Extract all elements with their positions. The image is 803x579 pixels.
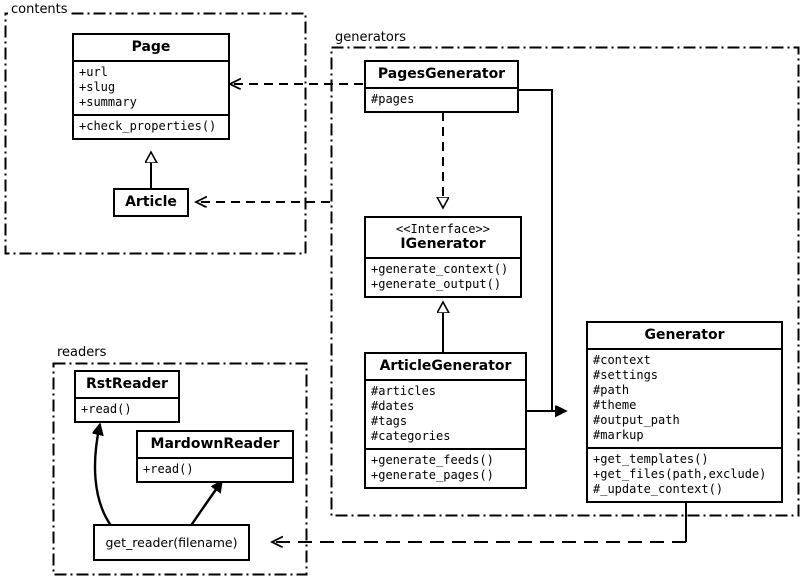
class-article-generator[interactable]: [364, 352, 527, 489]
package-readers-label: readers: [54, 345, 109, 360]
class-page-title: Page: [131, 39, 171, 55]
class-generator-attributes: [588, 348, 781, 447]
class-rst-reader-operations: [76, 397, 178, 421]
attribute: #markup: [593, 428, 644, 442]
package-contents-label: contents: [8, 2, 71, 17]
attribute: #output_path: [593, 413, 680, 427]
class-page-attributes: [74, 60, 228, 114]
operation: +get_templates(): [593, 452, 709, 466]
class-article-generator-title: ArticleGenerator: [379, 358, 512, 374]
class-article-generator-operations: [366, 448, 525, 487]
class-pages-generator-attributes: [366, 87, 517, 111]
attribute: #articles: [371, 384, 437, 398]
class-igenerator-title: IGenerator: [400, 236, 486, 252]
operation: +generate_output(): [371, 277, 502, 291]
operation: +generate_feeds(): [371, 453, 494, 467]
class-page[interactable]: [72, 33, 230, 140]
attribute: #tags: [371, 414, 408, 428]
function-get-reader-label: get_reader(filename): [105, 535, 238, 550]
class-rst-reader[interactable]: [74, 370, 180, 423]
attribute: #pages: [371, 92, 415, 106]
class-mardown-reader[interactable]: [136, 430, 294, 483]
class-mardown-reader-operations: [138, 457, 292, 481]
operation: +read(): [81, 402, 132, 416]
class-page-operations: [74, 114, 228, 138]
package-generators-label: generators: [332, 30, 409, 45]
operation: #_update_context(): [593, 482, 724, 496]
attribute: +summary: [79, 95, 137, 109]
class-rst-reader-title: RstReader: [86, 376, 168, 392]
class-igenerator[interactable]: [364, 216, 522, 298]
attribute: +url: [79, 65, 108, 79]
operation: +get_files(path,exclude): [593, 467, 767, 481]
operation: +read(): [143, 462, 194, 476]
attribute: #context: [593, 353, 651, 367]
class-igenerator-operations: [366, 257, 520, 296]
class-article-generator-attributes: [366, 379, 525, 448]
attribute: #settings: [593, 368, 659, 382]
class-pages-generator-title: PagesGenerator: [377, 66, 506, 82]
class-generator[interactable]: [586, 321, 783, 503]
class-article[interactable]: [113, 188, 189, 217]
attribute: #theme: [593, 398, 637, 412]
class-generator-title: Generator: [644, 327, 725, 343]
class-generator-operations: [588, 447, 781, 501]
function-get-reader[interactable]: [93, 524, 250, 561]
operation: +generate_pages(): [371, 468, 494, 482]
operation: +check_properties(): [79, 119, 217, 133]
attribute: #categories: [371, 429, 451, 443]
class-igenerator-stereotype: <<Interface>>: [396, 222, 490, 236]
attribute: +slug: [79, 80, 116, 94]
attribute: #path: [593, 383, 630, 397]
class-pages-generator[interactable]: [364, 60, 519, 113]
class-mardown-reader-title: MardownReader: [150, 436, 280, 452]
class-article-title: Article: [125, 194, 177, 210]
operation: +generate_context(): [371, 262, 509, 276]
attribute: #dates: [371, 399, 415, 413]
